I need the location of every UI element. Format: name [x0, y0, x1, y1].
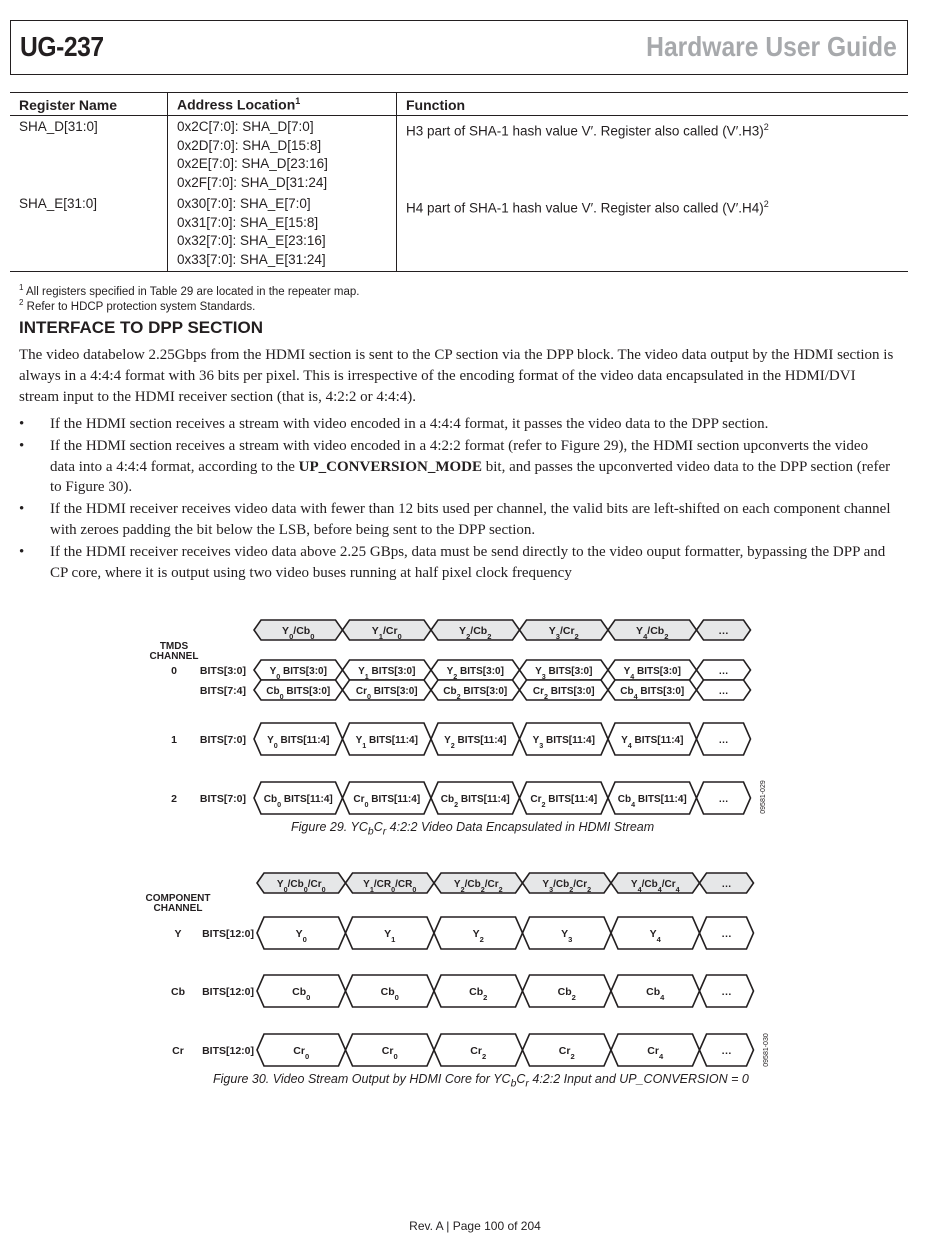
- bullet-list: [19, 414, 891, 584]
- data-cell-label: …: [721, 1045, 732, 1057]
- data-cell-label: $Y_0$ BITS[11:4]: [267, 735, 330, 750]
- channel-label: Cr: [172, 1045, 184, 1057]
- address-line: 0x32[7:0]: SHA_E[23:16]: [177, 233, 326, 249]
- bits-label: BITS[12:0]: [202, 928, 254, 940]
- channel-label: 0: [171, 665, 177, 677]
- data-cell-label: $Cb_0$ BITS[3:0]: [266, 686, 331, 701]
- channel-label: 2: [171, 793, 177, 805]
- data-cell-label: $Cb_2$: [557, 986, 576, 1002]
- col-register-name: Register Name: [10, 93, 168, 116]
- data-cell-label: $Cb_2$ BITS[11:4]: [440, 794, 510, 809]
- footnote-2: $^2$ Refer to HDCP protection system Standards.: [19, 298, 256, 313]
- figure-29-caption: Figure 29. $YC_bC_r$ 4:2:2 Video Data Encapsulated in HDMI Stream: [291, 820, 655, 838]
- header-cell-label: $Y_0/Cb_0/Cr_0$: [276, 879, 326, 894]
- data-cell-label: …: [718, 735, 729, 746]
- register-name-cell: SHA_E[31:0]: [10, 193, 168, 271]
- data-cell-label: $Cb_0$: [380, 986, 399, 1002]
- data-cell-label: $Y_2$: [472, 928, 484, 944]
- header-cell-label: $Y_3/Cr_2$: [548, 625, 579, 641]
- data-cell-label: $Y_0$: [295, 928, 307, 944]
- data-cell-label: $Cr_2$: [470, 1045, 487, 1061]
- bullet-mark: •: [19, 501, 25, 518]
- footnote-1: $^1$ All registers specified in Table 29 are located in the repeater map.: [19, 283, 360, 298]
- data-cell-label: …: [721, 928, 732, 940]
- header-cell-label: …: [721, 879, 732, 890]
- header-cell-label: $Y_3/Cb_2/Cr_2$: [542, 879, 592, 894]
- data-cell-label: $Y_3$ BITS[11:4]: [532, 735, 595, 750]
- data-cell-label: $Cb_0$: [292, 986, 311, 1002]
- channel-heading: CHANNEL: [153, 903, 203, 914]
- function-cell: H3 part of SHA-1 hash value V′. Register also called $(V'.H3)^2$: [397, 116, 909, 193]
- bits-label: BITS[12:0]: [202, 1045, 254, 1057]
- data-cell-label: $Y_3$ BITS[3:0]: [535, 666, 593, 681]
- header-cell-label: $Y_4/Cb_2$: [636, 625, 669, 641]
- address-location-cell: [168, 116, 397, 193]
- bits-label: BITS[12:0]: [202, 986, 254, 998]
- data-cell-label: $Y_3$: [561, 928, 573, 944]
- data-cell-label: $Cb_4$: [646, 986, 665, 1002]
- header-cell-label: $Y_0/Cb_0$: [282, 625, 315, 641]
- header-cell-label: $Y_2/Cb_2$: [459, 625, 492, 641]
- data-cell-label: $Cr_0$: [381, 1045, 398, 1061]
- figure-30-timing-diagram: [140, 866, 780, 1071]
- bullet-mark: •: [19, 543, 25, 560]
- data-cell-label: $Cr_2$ BITS[11:4]: [530, 794, 598, 809]
- data-cell-label: $Cr_0$ BITS[11:4]: [353, 794, 421, 809]
- address-line: 0x2E[7:0]: SHA_D[23:16]: [177, 156, 328, 172]
- guide-title: Hardware User Guide: [646, 31, 897, 62]
- channel-label: Y: [174, 928, 182, 940]
- address-line: 0x31[7:0]: SHA_E[15:8]: [177, 214, 319, 230]
- header-cell-label: $Y_1/Cr_0$: [371, 625, 402, 641]
- bullet-mark: •: [19, 437, 25, 454]
- figure-30-caption: Figure 30. Video Stream Output by HDMI Core for $YC_bC_r$ 4:2:2 Input and UP_CONVERSION = 0: [213, 1072, 749, 1090]
- header-cell-label: …: [718, 625, 729, 637]
- register-name-cell: SHA_D[31:0]: [19, 119, 98, 134]
- list-item: • If the HDMI section receives a stream with video encoded in a 4:2:2 format (refer to Figure 29), the HDMI section upconverts the video data into a 4:4:4 format, according to the UP_CONVERSION_MODE bit, and passes the upconverted video data to the DPP section (refer to Figure 30).: [19, 437, 891, 496]
- figure-code: 09581-030: [763, 1033, 770, 1067]
- data-cell-label: $Cb_4$ BITS[3:0]: [620, 686, 685, 701]
- data-cell-label: …: [721, 986, 732, 998]
- header-cell-label: $Y_1/CR_0/CR_0$: [363, 879, 417, 894]
- register-table: [10, 92, 908, 272]
- bits-label: BITS[7:0]: [199, 793, 246, 805]
- address-line: 0x33[7:0]: SHA_E[31:24]: [177, 251, 326, 267]
- data-cell-label: …: [718, 794, 729, 805]
- data-cell-label: $Y_4$: [649, 928, 661, 944]
- data-cell-label: …: [718, 686, 729, 697]
- data-cell-label: $Y_4$ BITS[11:4]: [621, 735, 684, 750]
- data-cell-label: $Y_1$: [384, 928, 396, 944]
- figure-code: 09581-029: [760, 780, 767, 814]
- data-cell-label: $Cr_2$: [558, 1045, 575, 1061]
- address-line: 0x2D[7:0]: SHA_D[15:8]: [177, 137, 322, 153]
- data-cell-label: $Y_1$ BITS[11:4]: [355, 735, 418, 750]
- data-cell-label: $Cb_2$: [469, 986, 488, 1002]
- data-cell-label: $Cr_2$ BITS[3:0]: [532, 686, 595, 701]
- list-item: • If the HDMI receiver receives video data above 2.25 GBps, data must be send directly to the video ouput formatter, bypassing the DPP and CP core, where it is output using two video buses running at half pixel clock frequency: [19, 543, 886, 581]
- address-line: 0x30[7:0]: SHA_E[7:0]: [177, 195, 311, 211]
- data-cell-label: $Y_2$ BITS[3:0]: [446, 666, 504, 681]
- data-cell-label: $Cr_0$: [293, 1045, 310, 1061]
- address-location-cell: [168, 193, 397, 271]
- bits-label: BITS[7:0]: [199, 734, 246, 746]
- channel-heading: TMDS: [159, 641, 189, 652]
- data-cell-label: $Y_1$ BITS[3:0]: [358, 666, 416, 681]
- up-conversion-mode-term: UP_CONVERSION_MODE: [298, 458, 483, 475]
- bullet-mark: •: [19, 416, 25, 432]
- section-paragraph: The video databelow 2.25Gbps from the HDMI section is sent to the CP section via the DPP block. The video data output by the HDMI section is always in a 4:4:4 format with 36 bits per pixel. This is irrespective of the encoding format of the video data encapsulated in the HDMI/DVI stream input to the HDMI receiver section (that is, 4:2:2 or 4:4:4).: [19, 347, 894, 405]
- col-function: Function: [397, 93, 909, 116]
- table-row: [10, 116, 908, 193]
- list-item: • If the HDMI section receives a stream with video encoded in a 4:4:4 format, it passes the video data to the DPP section.: [19, 414, 891, 435]
- channel-label: Cb: [171, 986, 185, 998]
- data-cell-label: $Cb_4$ BITS[11:4]: [617, 794, 687, 809]
- document-id: UG-237: [20, 31, 104, 62]
- page-header: [10, 20, 908, 75]
- function-cell: H4 part of SHA-1 hash value V′. Register also called $(V'.H4)^2$: [397, 193, 909, 271]
- channel-heading: CHANNEL: [149, 651, 199, 662]
- header-cell-label: $Y_2/Cb_2/Cr_2$: [453, 879, 503, 894]
- data-cell-label: $Cb_2$ BITS[3:0]: [443, 686, 508, 701]
- data-cell-label: $Y_2$ BITS[11:4]: [444, 735, 507, 750]
- bits-label: BITS[7:4]: [199, 685, 246, 697]
- bits-label: BITS[3:0]: [199, 665, 246, 677]
- header-cell-label: $Y_4/Cb_4/Cr_4$: [630, 879, 680, 894]
- data-cell-label: $Cr_0$ BITS[3:0]: [355, 686, 418, 701]
- channel-heading: COMPONENT: [145, 893, 211, 904]
- data-cell-label: …: [718, 666, 729, 677]
- section-title: INTERFACE TO DPP SECTION: [19, 318, 264, 337]
- table-row: [10, 193, 908, 271]
- address-line: 0x2F[7:0]: SHA_D[31:24]: [177, 175, 328, 191]
- list-item: • If the HDMI receiver receives video data with fewer than 12 bits used per channel, the valid bits are left-shifted on each component channel with zeroes padding the bit below the LSB, before being sent to the DPP section.: [19, 501, 891, 538]
- figure-29-timing-diagram: [140, 615, 780, 820]
- channel-label: 1: [171, 734, 177, 746]
- address-line: 0x2C[7:0]: SHA_D[7:0]: [177, 119, 314, 134]
- data-cell-label: $Y_0$ BITS[3:0]: [269, 666, 327, 681]
- data-cell-label: $Cr_4$: [647, 1045, 664, 1061]
- data-cell-label: $Y_4$ BITS[3:0]: [623, 666, 681, 681]
- page-footer: Rev. A | Page 100 of 204: [409, 1219, 541, 1233]
- data-cell-label: $Cb_0$ BITS[11:4]: [263, 794, 333, 809]
- col-address-location: Address Location$^1$: [168, 93, 397, 116]
